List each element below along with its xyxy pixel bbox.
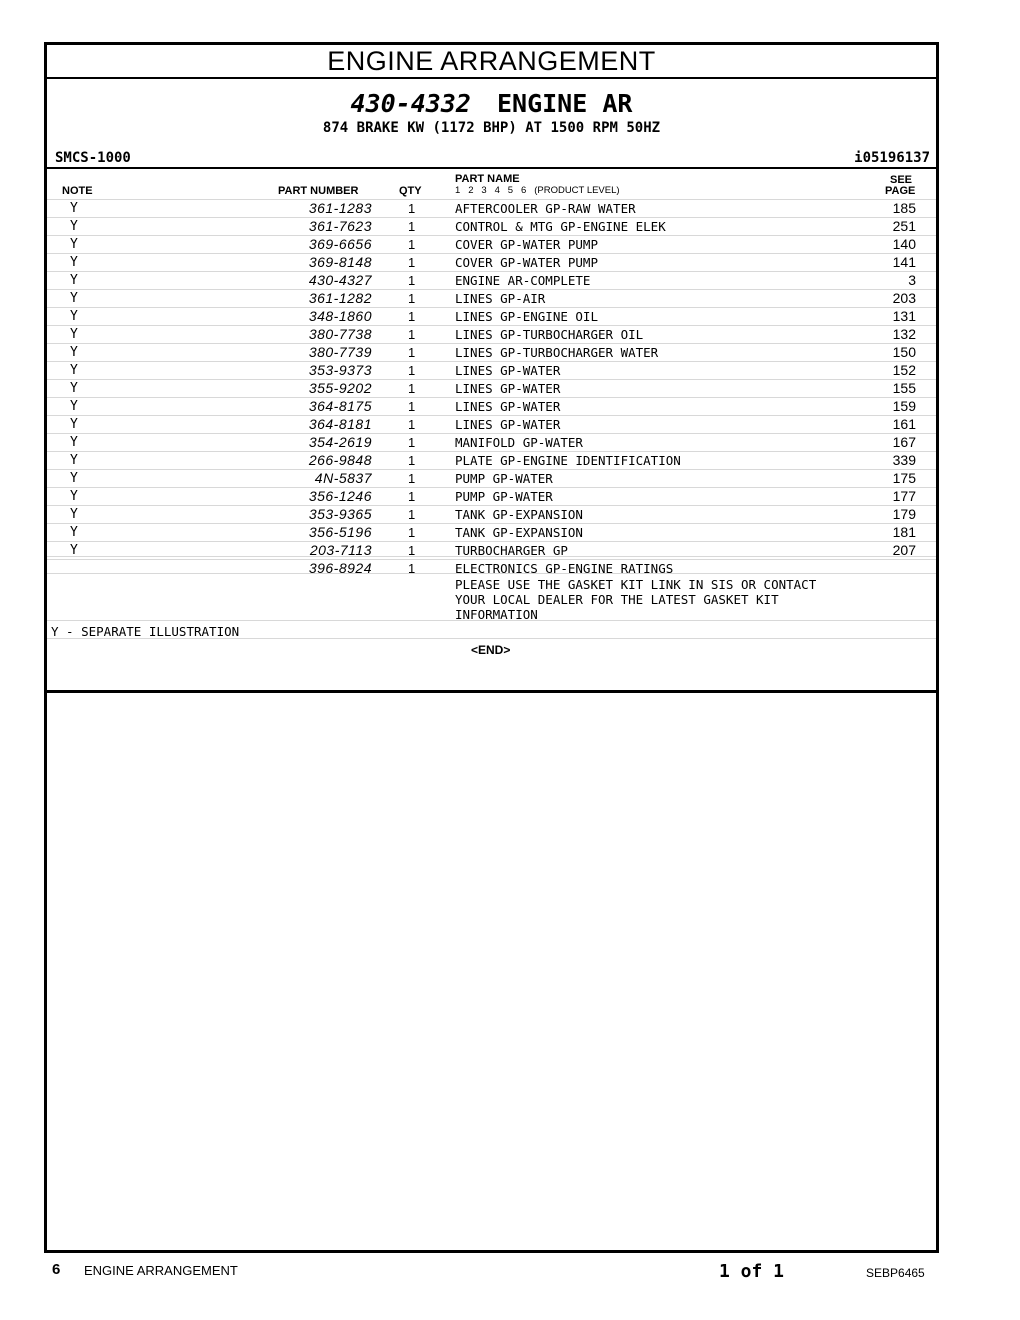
section-title: ENGINE ARRANGEMENT: [47, 45, 936, 79]
row-see-page[interactable]: 159: [892, 398, 916, 414]
row-part-number[interactable]: 369-8148: [308, 254, 372, 270]
table-row: [47, 361, 936, 379]
row-see-page[interactable]: 177: [892, 488, 916, 504]
header-divider: [47, 167, 936, 169]
row-note: Y: [70, 237, 78, 252]
notice-line: PLEASE USE THE GASKET KIT LINK IN SIS OR CONTACT: [455, 577, 817, 592]
row-note: Y: [70, 453, 78, 468]
table-row: [47, 397, 936, 415]
row-qty: 1: [408, 489, 416, 504]
row-part-name: AFTERCOOLER GP-RAW WATER: [455, 201, 636, 216]
row-note: Y: [70, 471, 78, 486]
table-row: [47, 253, 936, 271]
row-part-name: ELECTRONICS GP-ENGINE RATINGS: [455, 561, 674, 576]
row-note: Y: [70, 309, 78, 324]
table-row: [47, 325, 936, 343]
row-note: Y: [70, 363, 78, 378]
row-part-number[interactable]: 356-1246: [308, 488, 372, 504]
table-row: [47, 451, 936, 469]
footer-section: ENGINE ARRANGEMENT: [84, 1263, 238, 1278]
row-note: Y: [70, 201, 78, 216]
row-see-page[interactable]: 161: [892, 416, 916, 432]
row-see-page[interactable]: 155: [892, 380, 916, 396]
row-part-number[interactable]: 380-7738: [308, 326, 372, 342]
row-qty: 1: [408, 543, 416, 558]
assembly-part-number[interactable]: 430-4332: [350, 89, 471, 118]
row-see-page[interactable]: 181: [892, 524, 916, 540]
row-part-name: LINES GP-WATER: [455, 417, 561, 432]
row-see-page[interactable]: 152: [892, 362, 916, 378]
row-see-page[interactable]: 203: [892, 290, 916, 306]
row-note: Y: [70, 219, 78, 234]
row-part-number[interactable]: 361-1282: [308, 290, 372, 306]
row-part-number[interactable]: 203-7113: [309, 542, 372, 558]
reference-id: i05196137: [854, 150, 930, 166]
row-qty: 1: [408, 345, 416, 360]
row-part-number[interactable]: 348-1860: [308, 308, 372, 324]
row-part-name: CONTROL & MTG GP-ENGINE ELEK: [455, 219, 666, 234]
row-note: Y: [70, 291, 78, 306]
row-part-number[interactable]: 396-8924: [308, 560, 372, 576]
table-row: [47, 271, 936, 289]
row-note: Y: [70, 399, 78, 414]
row-divider: [47, 556, 936, 557]
row-see-page[interactable]: 185: [892, 200, 916, 216]
row-part-name: PUMP GP-WATER: [455, 489, 553, 504]
row-part-name: PUMP GP-WATER: [455, 471, 553, 486]
table-row: [47, 289, 936, 307]
row-part-name: LINES GP-TURBOCHARGER OIL: [455, 327, 644, 342]
row-part-name: MANIFOLD GP-WATER: [455, 435, 583, 450]
row-see-page[interactable]: 179: [892, 506, 916, 522]
row-part-number[interactable]: 364-8181: [308, 416, 372, 432]
engine-rating: 874 BRAKE KW (1172 BHP) AT 1500 RPM 50HZ: [322, 120, 661, 136]
row-note: Y: [70, 345, 78, 360]
row-note: Y: [70, 489, 78, 504]
row-see-page[interactable]: 207: [892, 542, 916, 558]
row-see-page[interactable]: 251: [892, 218, 916, 234]
row-qty: 1: [408, 273, 416, 288]
row-qty: 1: [408, 309, 416, 324]
row-part-number[interactable]: 361-7623: [308, 218, 372, 234]
legend-note: Y - SEPARATE ILLUSTRATION: [51, 624, 240, 639]
table-row: [47, 559, 936, 577]
row-qty: 1: [408, 471, 416, 486]
row-qty: 1: [408, 507, 416, 522]
row-part-number[interactable]: 266-9848: [308, 452, 372, 468]
notice-line: INFORMATION: [455, 607, 538, 622]
assembly-title: [47, 89, 936, 119]
row-see-page[interactable]: 131: [892, 308, 916, 324]
footer-doc-id: SEBP6465: [866, 1266, 925, 1280]
col-header-part-number: PART NUMBER: [278, 185, 359, 197]
end-marker: <END>: [471, 643, 511, 657]
row-part-name: LINES GP-WATER: [455, 399, 561, 414]
row-divider: [47, 573, 936, 574]
row-note: Y: [70, 273, 78, 288]
assembly-part-name: ENGINE AR: [496, 89, 633, 118]
table-row: [47, 379, 936, 397]
row-note: Y: [70, 381, 78, 396]
table-row: [47, 433, 936, 451]
row-qty: 1: [408, 525, 416, 540]
row-qty: 1: [408, 291, 416, 306]
table-row: [47, 199, 936, 217]
row-note: Y: [70, 417, 78, 432]
row-part-name: COVER GP-WATER PUMP: [455, 237, 598, 252]
row-part-number[interactable]: 353-9373: [308, 362, 372, 378]
table-row: [47, 523, 936, 541]
row-note: Y: [70, 255, 78, 270]
row-note: Y: [70, 525, 78, 540]
table-row: [47, 235, 936, 253]
row-qty: 1: [408, 453, 416, 468]
row-part-name: LINES GP-WATER: [455, 381, 561, 396]
row-part-name: LINES GP-TURBOCHARGER WATER: [455, 345, 659, 360]
row-note: Y: [70, 507, 78, 522]
row-note: Y: [70, 435, 78, 450]
row-part-number[interactable]: 369-6656: [308, 236, 372, 252]
row-see-page[interactable]: 150: [892, 344, 916, 360]
table-row: [47, 487, 936, 505]
row-qty: 1: [408, 381, 416, 396]
row-part-name: LINES GP-WATER: [455, 363, 561, 378]
row-part-number[interactable]: 355-9202: [308, 380, 372, 396]
footer-page-number: 6: [52, 1261, 61, 1278]
row-note: Y: [70, 327, 78, 342]
row-part-name: TANK GP-EXPANSION: [455, 525, 583, 540]
row-note: Y: [70, 543, 78, 558]
row-part-name: PLATE GP-ENGINE IDENTIFICATION: [455, 453, 681, 468]
notice-line: YOUR LOCAL DEALER FOR THE LATEST GASKET KIT: [455, 592, 779, 607]
row-see-page[interactable]: 175: [892, 470, 916, 486]
row-part-number[interactable]: 380-7739: [308, 344, 372, 360]
row-divider: [47, 638, 936, 639]
smcs-code: SMCS-1000: [55, 150, 131, 166]
row-qty: 1: [408, 201, 416, 216]
table-row: [47, 217, 936, 235]
row-qty: 1: [408, 363, 416, 378]
row-divider: [47, 620, 936, 621]
row-part-number[interactable]: 430-4327: [308, 272, 372, 288]
col-header-note: NOTE: [62, 185, 93, 197]
row-qty: 1: [408, 417, 416, 432]
col-header-part-name: PART NAME: [455, 173, 520, 185]
row-see-page[interactable]: 140: [892, 236, 916, 252]
row-qty: 1: [408, 255, 416, 270]
row-part-number[interactable]: 364-8175: [308, 398, 372, 414]
table-row: [47, 343, 936, 361]
gasket-notice: [455, 577, 816, 622]
row-see-page[interactable]: 132: [892, 326, 916, 342]
row-part-name: ENGINE AR-COMPLETE: [455, 273, 591, 288]
row-part-number[interactable]: 356-5196: [308, 524, 372, 540]
row-part-name: TANK GP-EXPANSION: [455, 507, 583, 522]
row-part-number[interactable]: 354-2619: [308, 434, 372, 450]
table-row: [47, 415, 936, 433]
page-frame: [44, 42, 939, 1253]
row-qty: 1: [408, 399, 416, 414]
row-part-number[interactable]: 353-9365: [308, 506, 372, 522]
row-qty: 1: [408, 561, 416, 576]
product-level-header: 1 2 3 4 5 6 (PRODUCT LEVEL): [455, 185, 620, 196]
parts-table: [47, 199, 936, 577]
footer-page-of: 1 of 1: [719, 1261, 785, 1282]
row-see-page[interactable]: 167: [892, 434, 916, 450]
table-row: [47, 469, 936, 487]
row-part-name: COVER GP-WATER PUMP: [455, 255, 598, 270]
row-see-page[interactable]: 3: [908, 272, 916, 288]
illustration-area-divider: [47, 690, 936, 693]
row-qty: 1: [408, 327, 416, 342]
row-see-page[interactable]: 339: [892, 452, 916, 468]
row-part-name: TURBOCHARGER GP: [455, 543, 568, 558]
table-row: [47, 307, 936, 325]
row-part-name: LINES GP-AIR: [455, 291, 546, 306]
row-see-page[interactable]: 141: [892, 254, 916, 270]
row-qty: 1: [408, 219, 416, 234]
row-part-number[interactable]: 4N-5837: [314, 470, 372, 486]
row-part-number[interactable]: 361-1283: [308, 200, 372, 216]
row-qty: 1: [408, 435, 416, 450]
row-qty: 1: [408, 237, 416, 252]
col-header-page: PAGE: [885, 185, 916, 197]
col-header-see: SEE: [890, 174, 913, 186]
table-row: [47, 505, 936, 523]
col-header-qty: QTY: [399, 185, 422, 197]
row-part-name: LINES GP-ENGINE OIL: [455, 309, 598, 324]
